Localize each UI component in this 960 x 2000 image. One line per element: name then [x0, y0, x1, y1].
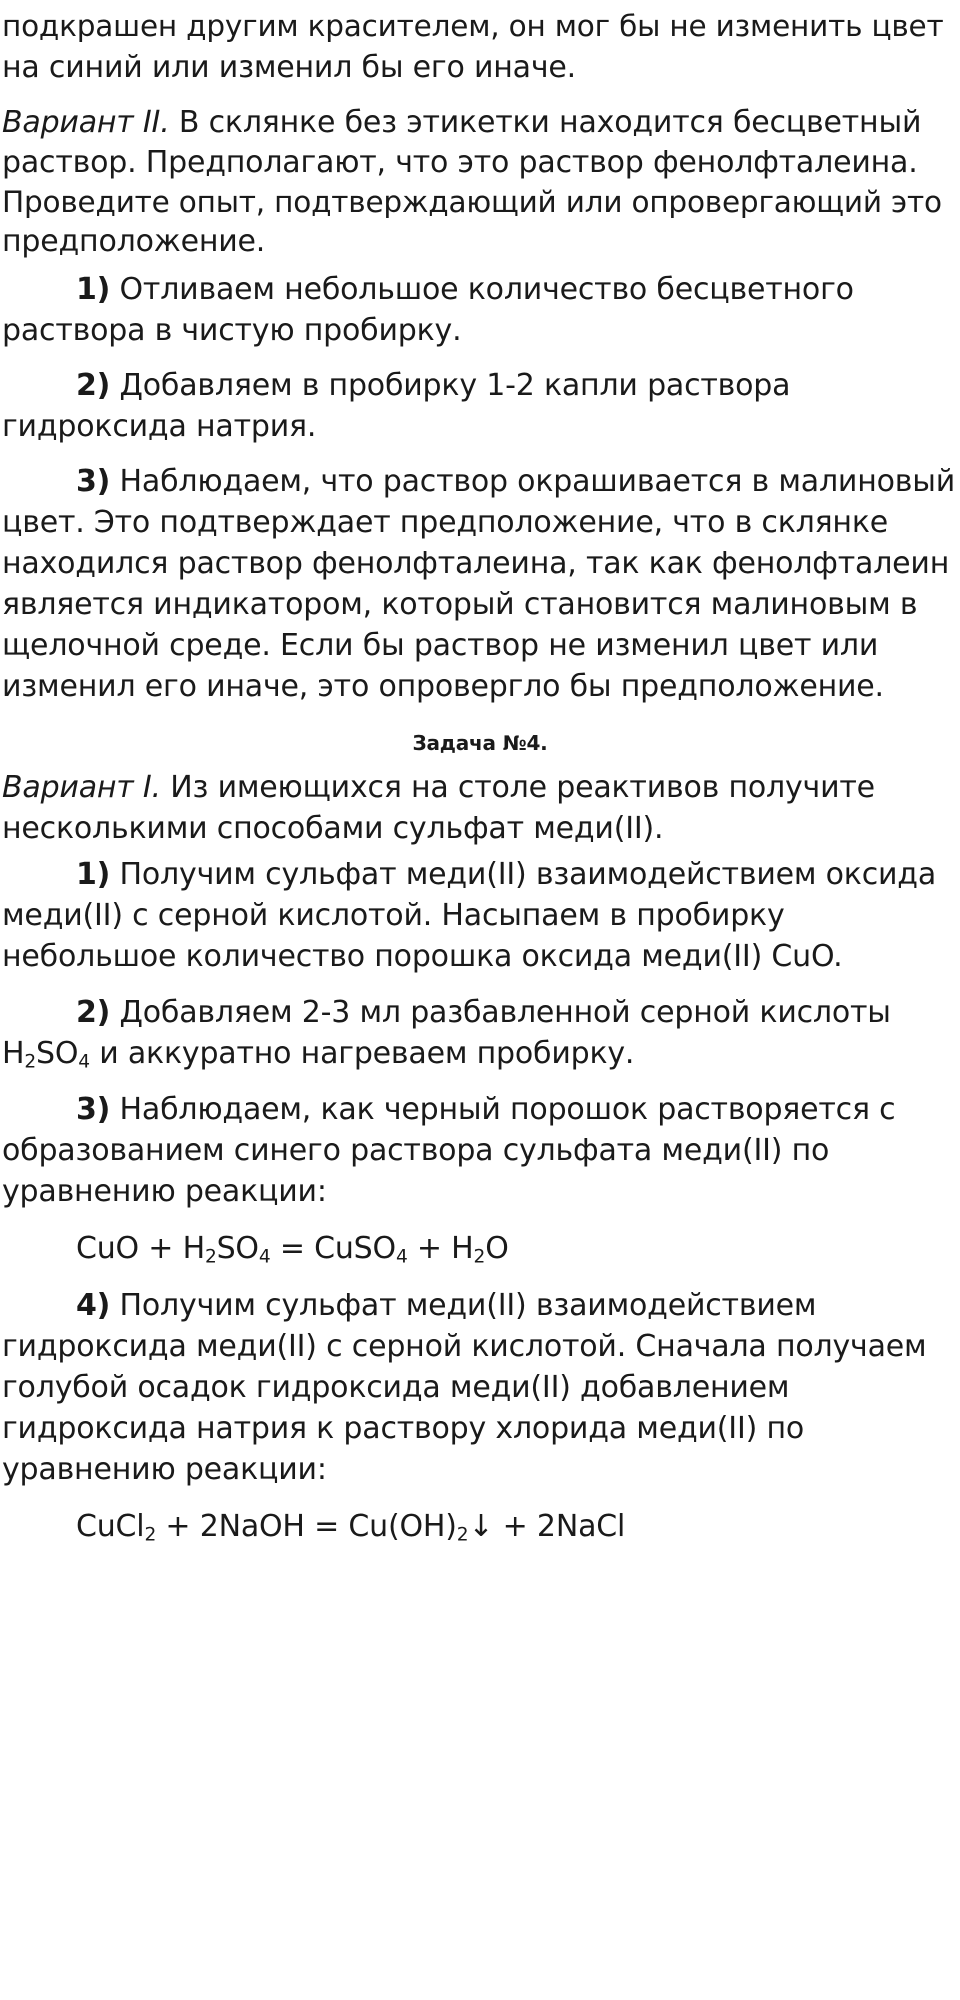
subscript: 2	[144, 1524, 157, 1546]
text-line	[2, 143, 918, 183]
text-line	[2, 809, 663, 849]
text-line: щелочной среде. Если бы раствор не изменил цвет или	[2, 628, 879, 663]
text-line: небольшое количество порошка оксида меди(II) CuO.	[2, 939, 843, 974]
subscript: 2	[473, 1246, 486, 1268]
text-line: Получим сульфат меди(II) взаимодействием оксида	[110, 857, 937, 892]
text-line: Наблюдаем, как черный порошок растворяется с	[110, 1092, 896, 1127]
text-line	[2, 6, 943, 46]
step-number: 3)	[76, 1092, 111, 1127]
text-line: несколькими способами сульфат меди(II).	[2, 811, 664, 846]
text-line	[2, 407, 316, 447]
subscript: 4	[258, 1246, 271, 1268]
text-line: гидроксида меди(II) с серной кислотой. Сначала получаем	[2, 1329, 927, 1364]
text-line: Из имеющихся на столе реактивов получите	[160, 770, 875, 805]
text-line	[2, 222, 265, 262]
text-line: Наблюдаем, что раствор окрашивается в малиновый	[110, 464, 956, 499]
text-line	[2, 1409, 804, 1449]
eq-part: O	[485, 1231, 509, 1266]
text-line	[2, 311, 461, 351]
text-line: раствора в чистую пробирку.	[2, 313, 462, 348]
step-paragraph	[76, 270, 854, 310]
text-line: уравнению реакции:	[2, 1174, 327, 1209]
text-line: изменил его иначе, это опровергло бы предположение.	[2, 669, 884, 704]
step-paragraph	[76, 366, 790, 406]
text-line	[2, 1034, 634, 1074]
subscript: 2	[24, 1051, 36, 1073]
text-line: находился раствор фенолфталеина, так как фенолфталеин	[2, 546, 950, 581]
text-line	[2, 182, 942, 222]
text-line	[2, 667, 884, 707]
text-line: является индикатором, который становится малиновым в	[2, 587, 918, 622]
eq-part: ↓ + 2NaCl	[468, 1509, 626, 1544]
eq-part: = CuSO	[270, 1231, 396, 1266]
text-line: уравнению реакции:	[2, 1452, 327, 1487]
text-line	[2, 48, 576, 88]
eq-part: CuCl	[76, 1509, 145, 1544]
variant-1-intro	[2, 768, 875, 808]
step-paragraph	[76, 462, 955, 502]
text-line	[2, 1131, 829, 1171]
text-line: образованием синего раствора сульфата меди(II) по	[2, 1133, 830, 1168]
step-number: 2)	[76, 995, 111, 1030]
reaction-equation-1	[76, 1229, 509, 1269]
step-paragraph	[76, 1286, 816, 1326]
task-heading: Задача №4.	[412, 731, 548, 755]
step-number: 3)	[76, 464, 111, 499]
text-line	[2, 1327, 926, 1367]
text-line: голубой осадок гидроксида меди(II) добавлением	[2, 1370, 790, 1405]
variant-label: Вариант II.	[2, 105, 170, 140]
text-line	[2, 937, 843, 977]
eq-part: CuO + H	[76, 1231, 205, 1266]
step-number: 1)	[76, 272, 111, 307]
text-line: Отливаем небольшое количество бесцветного	[110, 272, 854, 307]
text-line	[2, 896, 785, 936]
subscript: 2	[204, 1246, 217, 1268]
text-line	[2, 1368, 789, 1408]
eq-part: + H	[407, 1231, 474, 1266]
step-paragraph	[76, 993, 891, 1033]
text-line	[2, 585, 917, 625]
text-line: Получим сульфат меди(II) взаимодействием	[110, 1288, 817, 1323]
variant-label: Вариант I.	[2, 770, 161, 805]
text-line: Добавляем 2-3 мл разбавленной серной кислоты	[110, 995, 891, 1030]
text-line: Проведите опыт, подтверждающий или опровергающий это	[2, 185, 942, 219]
subscript: 4	[395, 1246, 408, 1268]
step-number: 4)	[76, 1288, 111, 1323]
eq-part: SO	[216, 1231, 259, 1266]
step-paragraph	[76, 1090, 895, 1130]
variant-2-intro	[2, 103, 921, 143]
formula-so: SO	[36, 1036, 79, 1071]
text-line	[2, 544, 949, 584]
text-line	[2, 1172, 327, 1212]
eq-part: + 2NaOH = Cu(OH)	[156, 1509, 457, 1544]
text-line: Добавляем в пробирку 1-2 капли раствора	[110, 368, 791, 403]
text-line: подкрашен другим красителем, он мог бы не изменить цвет	[2, 9, 944, 43]
text-line	[2, 1450, 327, 1490]
text-line: гидроксида натрия к раствору хлорида меди(II) по	[2, 1411, 805, 1446]
text-line: меди(II) с серной кислотой. Насыпаем в пробирку	[2, 898, 785, 933]
text-line: раствор. Предполагают, что это раствор фенолфталеина.	[2, 145, 918, 180]
formula-h: H	[2, 1036, 25, 1071]
subscript: 4	[78, 1051, 90, 1073]
step-number: 2)	[76, 368, 111, 403]
text-line	[2, 626, 878, 666]
text-line: гидроксида натрия.	[2, 409, 317, 444]
subscript: 2	[456, 1524, 469, 1546]
text-line: на синий или изменил бы его иначе.	[2, 50, 576, 85]
reaction-equation-2	[76, 1507, 625, 1547]
text-line: В склянке без этикетки находится бесцветный	[169, 105, 922, 140]
text-line: предположение.	[2, 224, 266, 259]
text-line: цвет. Это подтверждает предположение, что в склянке	[2, 505, 889, 540]
step-number: 1)	[76, 857, 111, 892]
step-paragraph	[76, 855, 936, 895]
text-line: и аккуратно нагреваем пробирку.	[89, 1036, 635, 1071]
text-line	[2, 503, 888, 543]
